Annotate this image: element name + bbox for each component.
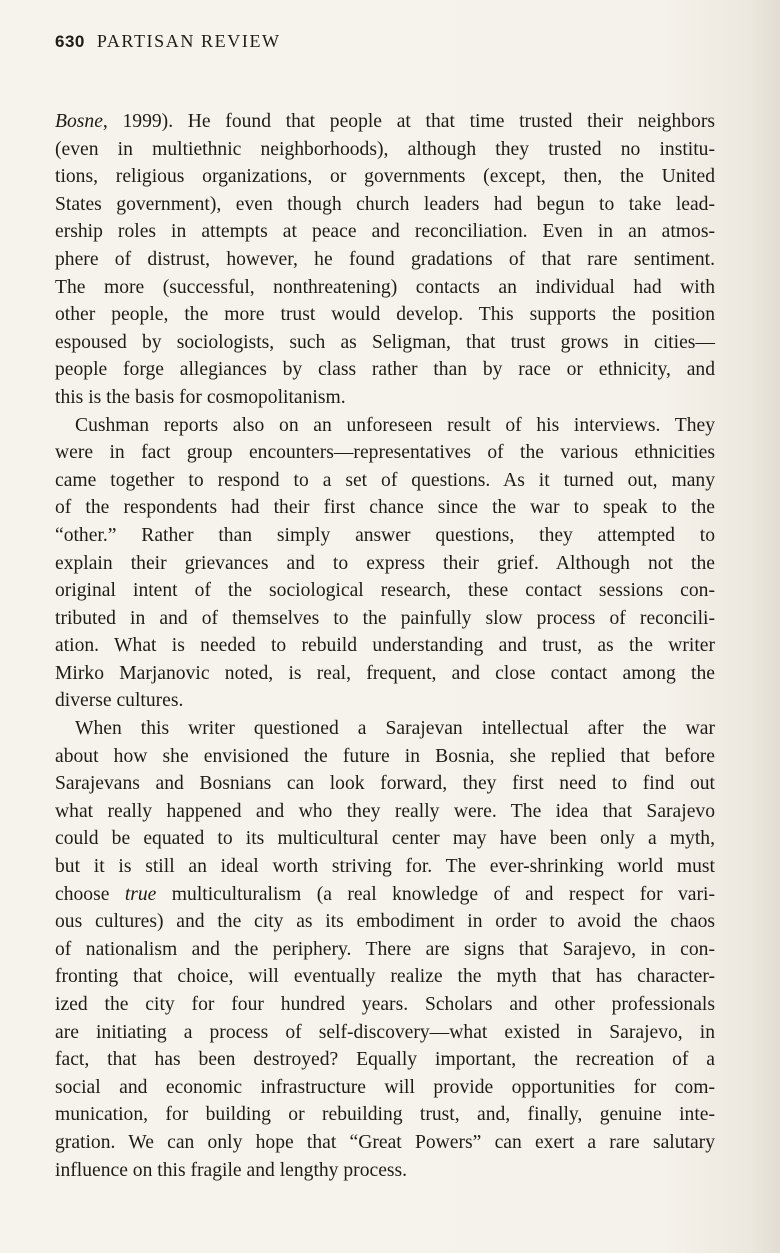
text-line [55,577,715,605]
text-line [55,163,715,191]
text-line [55,108,715,136]
running-head [55,29,281,54]
text-run: fronting that choice, will eventually realize the myth that has character- [55,966,715,988]
text-run: social and economic infrastructure will provide opportunities for com- [55,1076,715,1098]
text-line [55,660,715,688]
text-line [55,715,715,743]
text-run: phere of distrust, however, he found gradations of that rare sentiment. [55,248,715,270]
text-line [55,522,715,550]
text-run: could be equated to its multicultural center may have been only a myth, [55,828,715,850]
body-text [55,108,715,1184]
text-line [55,136,715,164]
text-line [55,494,715,522]
text-run: of nationalism and the periphery. There are signs that Sarajevo, in con- [55,938,715,960]
text-run: tions, religious organizations, or governments (except, then, the United [55,166,715,188]
text-run: diverse cultures. [55,690,184,712]
paragraph [55,108,715,412]
text-run: ized the city for four hundred years. Scholars and other professionals [55,994,715,1015]
text-line [55,218,715,246]
text-line [55,1101,715,1129]
text-run: (even in multiethnic neighborhoods), although they trusted no institu- [55,138,715,160]
text-run: espoused by sociologists, such as Seligman, that trust grows in cities— [55,331,715,353]
text-line [55,550,715,578]
text-run: this is the basis for cosmopolitanism. [55,386,346,408]
text-line [55,412,715,440]
journal-title: PARTISAN REVIEW [96,31,281,51]
text-run: what really happened and who they really were. The idea that Sarajevo [55,800,715,822]
text-line [55,384,715,412]
text-run: of the respondents had their first chance since the war to speak to the [55,497,715,519]
text-run: ation. What is needed to rebuild understanding and trust, as the writer [55,635,715,657]
text-run: Sarajevans and Bosnians can look forward, they first need to find out [55,773,715,795]
text-run: munication, for building or rebuilding trust, and, finally, genuine inte- [55,1104,715,1126]
text-line [55,1046,715,1074]
text-line [55,743,715,771]
text-run: , 1999). He found that people at that time trusted their neighbors [102,111,715,132]
text-line [55,798,715,826]
text-line [55,191,715,219]
text-line [55,329,715,357]
text-line [55,605,715,633]
paragraph [55,412,715,716]
text-line [55,439,715,467]
text-run: ous cultures) and the city as its embodiment in order to avoid the chaos [55,911,715,933]
text-run: The more (successful, nonthreatening) contacts an individual had with [55,276,715,298]
page-number: 630 [55,32,85,51]
text-run: influence on this fragile and lengthy process. [55,1159,408,1181]
paragraph [55,715,715,1184]
text-run: are initiating a process of self-discovery—what existed in Sarajevo, in [55,1021,715,1043]
text-run: Cushman reports also on an unforeseen result of his interviews. They [75,414,715,436]
text-run: other people, the more trust would develop. This supports the position [55,304,715,326]
text-line [55,632,715,660]
text-line [55,687,715,715]
text-run: came together to respond to a set of questions. As it turned out, many [55,469,715,491]
text-line [55,356,715,384]
text-run: tributed in and of themselves to the painfully slow process of reconcili- [55,607,715,629]
text-run: about how she envisioned the future in Bosnia, she replied that before [55,745,715,767]
text-run: ership roles in attempts at peace and reconciliation. Even in an atmos- [55,221,715,243]
text-run: gration. We can only hope that “Great Powers” can exert a rare salutary [55,1131,715,1153]
text-line [55,908,715,936]
text-run: choose [55,883,125,905]
text-run: original intent of the sociological research, these contact sessions con- [55,580,715,602]
text-run: Mirko Marjanovic noted, is real, frequent, and close contact among the [55,662,715,684]
text-line [55,963,715,991]
text-line [55,991,715,1019]
text-line [55,881,715,909]
italic-text: Bosne [55,111,103,132]
text-run: people forge allegiances by class rather than by race or ethnicity, and [55,359,715,381]
text-run: explain their grievances and to express their grief. Although not the [55,552,715,574]
text-line [55,274,715,302]
text-run: fact, that has been destroyed? Equally important, the recreation of a [55,1049,715,1071]
text-run: but it is still an ideal worth striving for. The ever-shrinking world must [55,856,715,878]
text-run: multiculturalism (a real knowledge of and respect for vari- [156,883,715,905]
text-line [55,936,715,964]
text-line [55,825,715,853]
text-line [55,467,715,495]
text-run: “other.” Rather than simply answer questions, they attempted to [55,524,715,546]
text-run: When this writer questioned a Sarajevan intellectual after the war [75,718,715,740]
text-run: States government), even though church leaders had begun to take lead- [55,193,715,215]
text-line [55,1019,715,1047]
italic-text: true [124,883,157,905]
text-line [55,1074,715,1102]
text-line [55,246,715,274]
text-line [55,770,715,798]
text-line [55,853,715,881]
text-line [55,1157,715,1185]
text-line [55,301,715,329]
text-run: were in fact group encounters—representatives of the various ethnicities [55,442,715,464]
text-line [55,1129,715,1157]
